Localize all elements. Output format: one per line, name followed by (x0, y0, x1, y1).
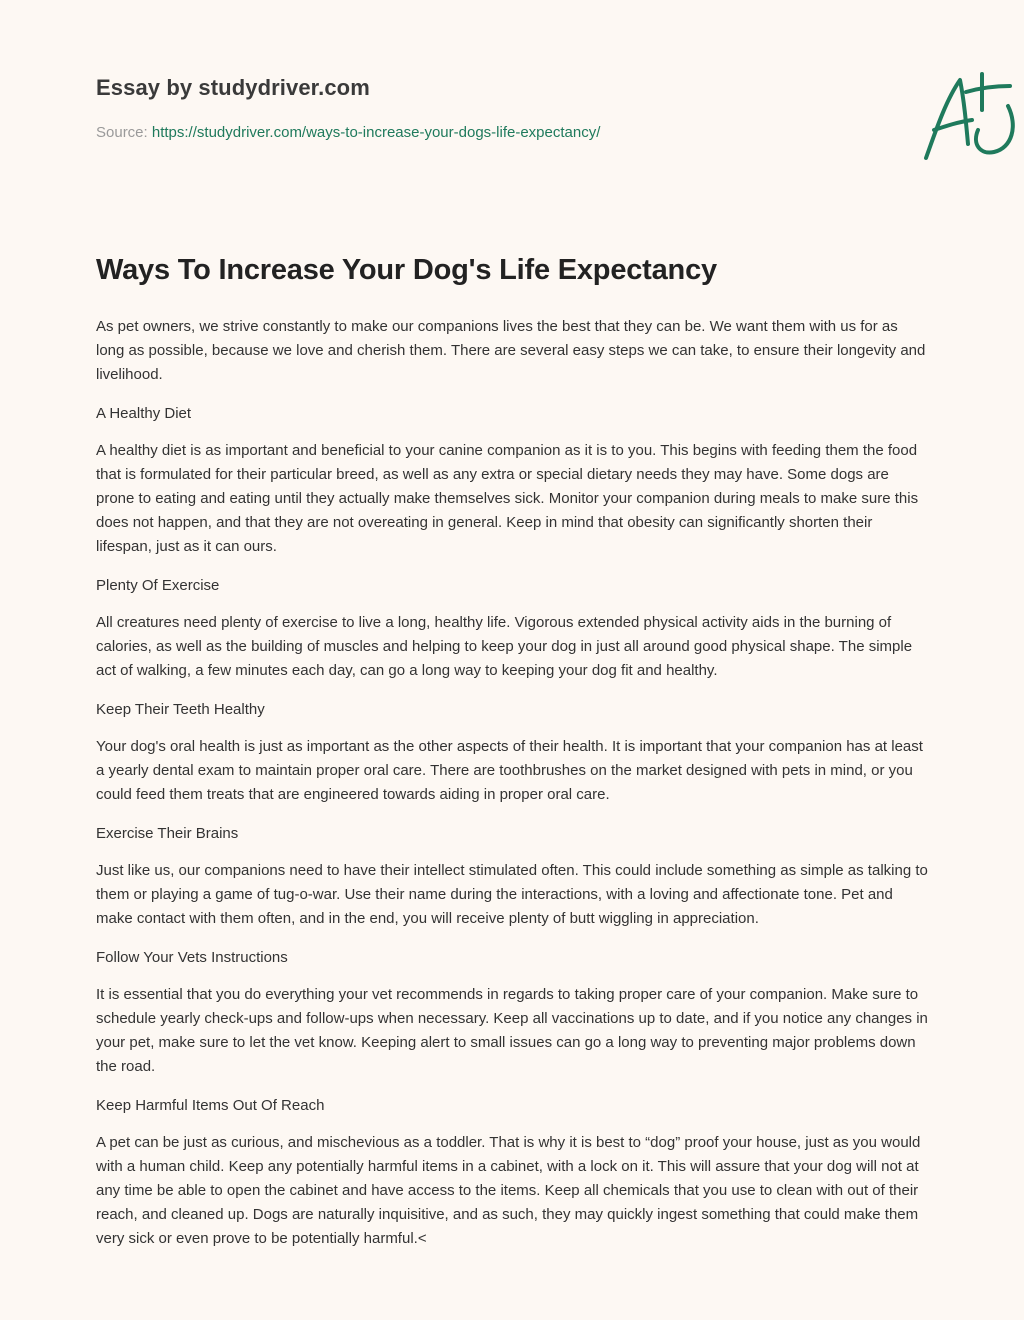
section-paragraph: Just like us, our companions need to have their intellect stimulated often. This could include something as simple as talking to them or playing a game of tug-o-war. Use their name during the interactions, with a loving and affectionate tone. Pet and make contact with them often, and in the end, you will receive plenty of butt wiggling in appreciation. (96, 862, 928, 927)
section-heading: Follow Your Vets Instructions (96, 949, 288, 966)
section-paragraph: A pet can be just as curious, and mischevious as a toddler. That is why it is best to “dog” proof your house, just as you would with a human child. Keep any potentially harmful items in a cabinet, with a lock on it. This will assure that your dog will not at any time be able to open the cabinet and have access to the items. Keep all chemicals that you use to clean with out of their reach, and cleaned up. Dogs are naturally inquisitive, and as such, they may quickly ingest something that could make them very sick or even prove to be potentially harmful.< (96, 1134, 921, 1247)
section-heading: Keep Harmful Items Out Of Reach (96, 1097, 325, 1114)
section-heading: Keep Their Teeth Healthy (96, 701, 265, 718)
section-paragraph: A healthy diet is as important and beneficial to your canine companion as it is to you. This begins with feeding them the food that is formulated for their particular breed, as well as any extra or special dietary needs they may have. Some dogs are prone to eating and eating until they actually make themselves sick. Monitor your companion during meals to make sure this does not happen, and that they are not overeating in general. Keep in mind that obesity can significantly shorten their lifespan, just as it can ours. (96, 442, 919, 555)
source-line (96, 124, 600, 141)
source-label: Source: (96, 124, 152, 141)
section-heading: Exercise Their Brains (96, 825, 239, 842)
essay-body (96, 315, 928, 1266)
essay-title: Ways To Increase Your Dog's Life Expectancy (96, 254, 717, 286)
section-paragraph: Your dog's oral health is just as important as the other aspects of their health. It is important that your companion has at least a yearly dental exam to maintain proper oral care. There are toothbrushes on the market designed with pets in mind, or you could feed them treats that are engineered towards aiding in proper oral care. (96, 738, 923, 803)
source-link[interactable]: https://studydriver.com/ways-to-increase-your-dogs-life-expectancy/ (151, 124, 601, 141)
section-heading: A Healthy Diet (96, 405, 192, 422)
a-plus-logo-icon (922, 70, 1022, 166)
brand-title: Essay by studydriver.com (96, 75, 370, 100)
section-heading: Plenty Of Exercise (96, 577, 220, 594)
intro-paragraph: As pet owners, we strive constantly to make our companions lives the best that they can be. We want them with us for as long as possible, because we love and cherish them. There are several easy steps we can take, to ensure their longevity and livelihood. (96, 318, 926, 383)
section-paragraph: All creatures need plenty of exercise to live a long, healthy life. Vigorous extended physical activity aids in the burning of calories, as well as the building of muscles and helping to keep your dog in just all around good physical shape. The simple act of walking, a few minutes each day, can go a long way to keeping your dog fit and healthy. (96, 614, 913, 679)
section-paragraph: It is essential that you do everything your vet recommends in regards to taking proper care of your companion. Make sure to schedule yearly check-ups and follow-ups when necessary. Keep all vaccinations up to date, and if you notice any changes in your pet, make sure to let the vet know. Keeping alert to small issues can go a long way to preventing major problems down the road. (96, 986, 928, 1075)
